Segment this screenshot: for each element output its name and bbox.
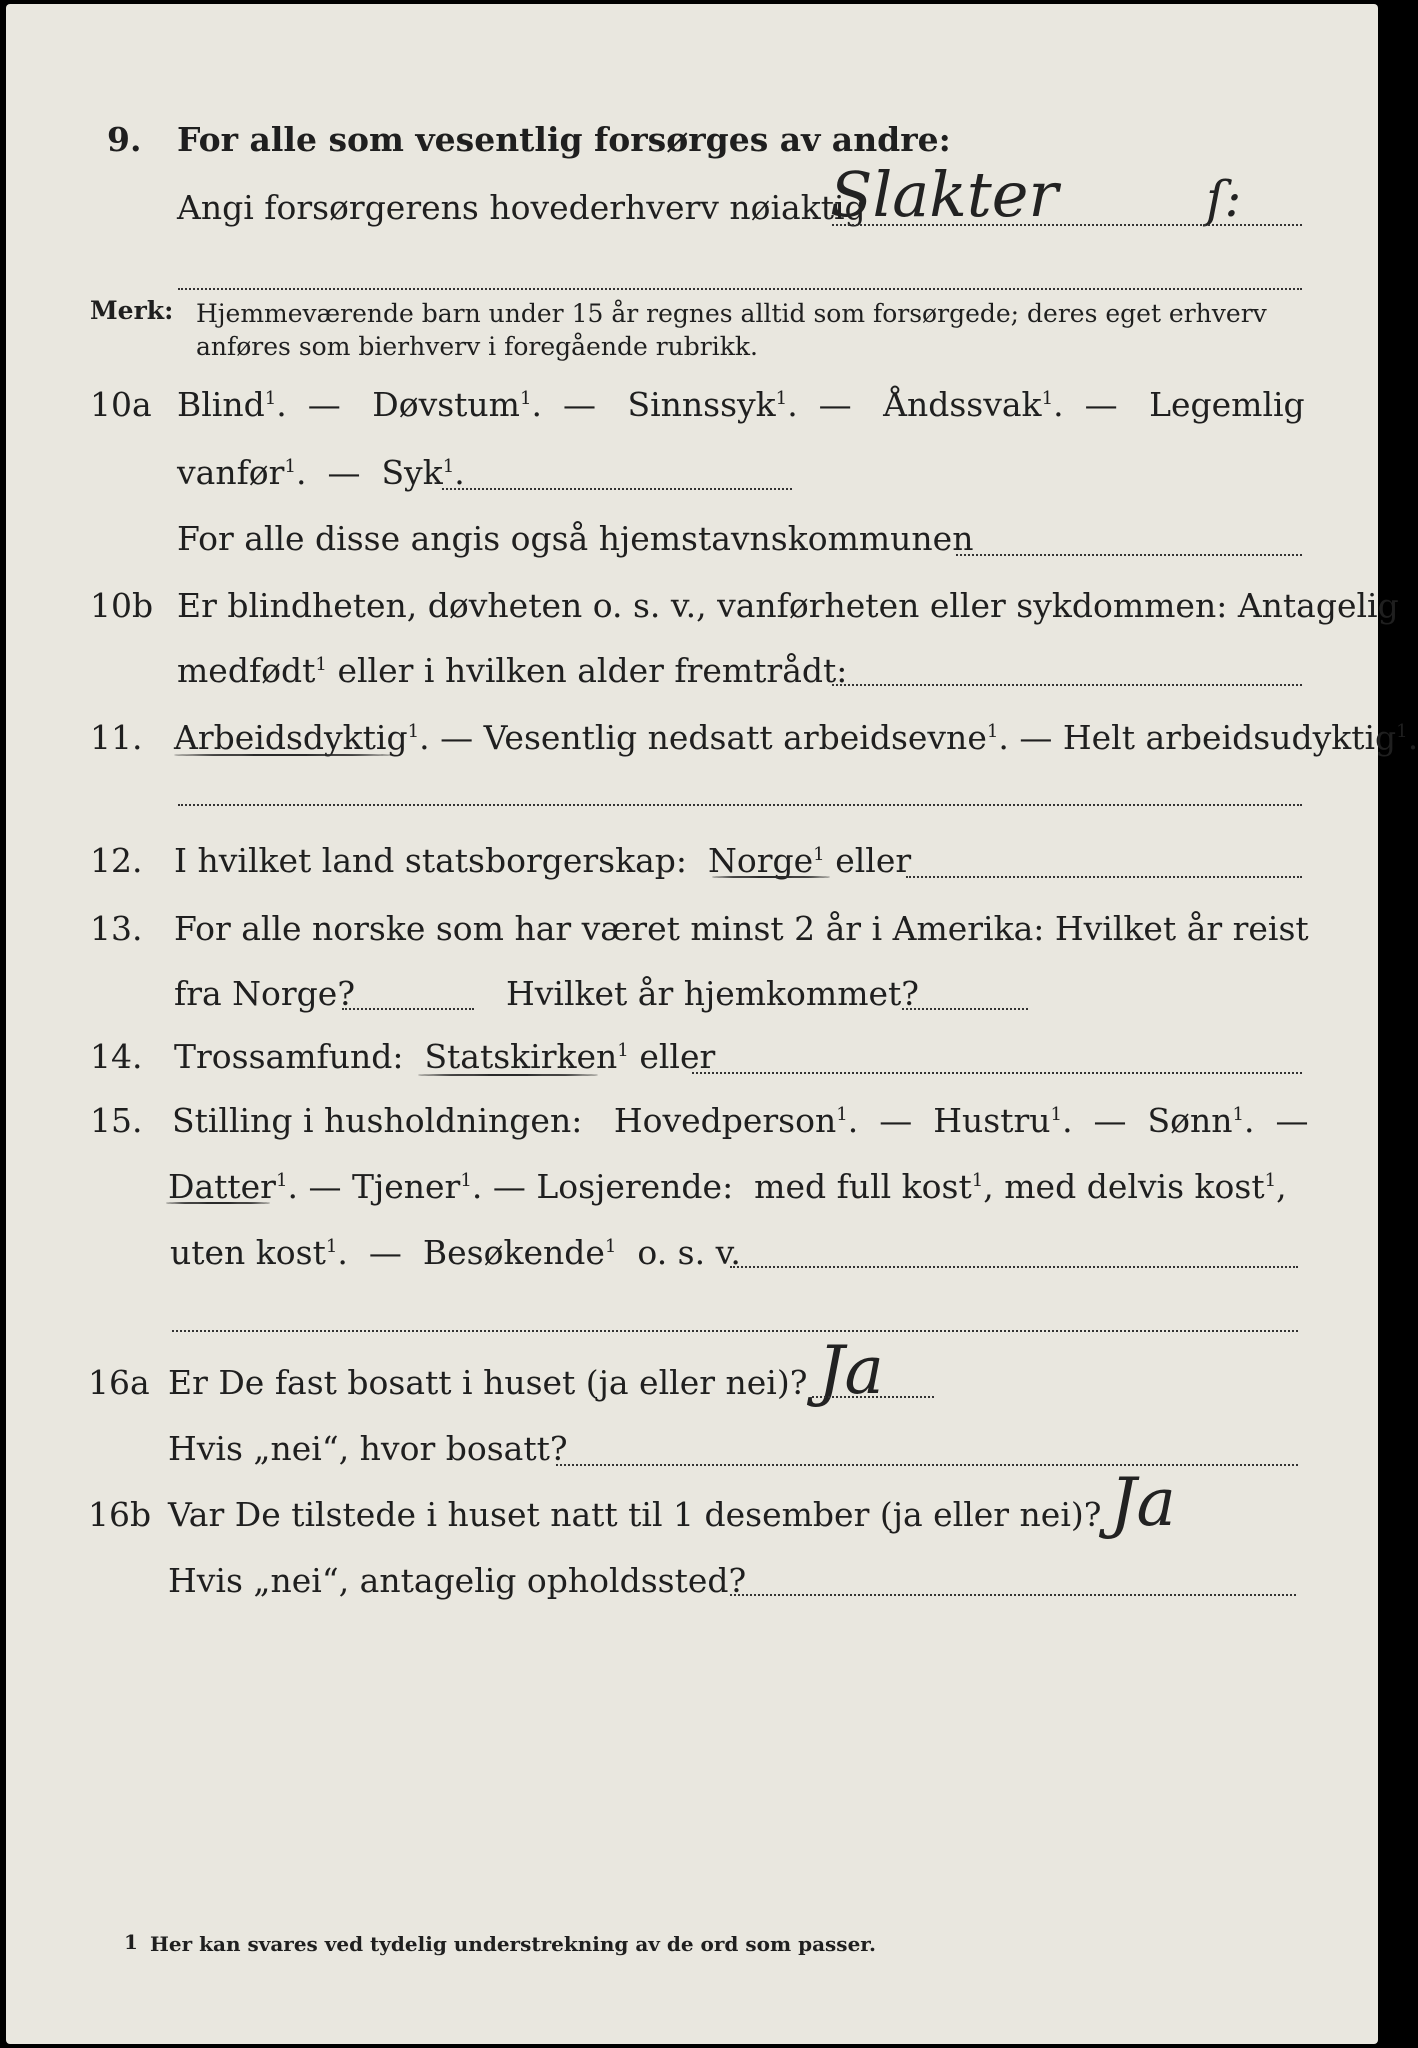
q12-eller: eller [835, 841, 912, 880]
q11-opt-udyktig: Helt arbeidsudyktig [1062, 718, 1397, 757]
q11-underline-arbeidsdyktig [174, 754, 392, 756]
q10a-hjemstavn-line [956, 554, 1302, 556]
q10a-opt-dovstum: Døvstum [372, 385, 520, 424]
q13-reist-line [342, 1008, 474, 1010]
q15-number: 15. [90, 1101, 143, 1140]
merk-line2: anføres som bierhverv i foregående rubrikk. [196, 332, 758, 361]
q12-number: 12. [90, 841, 143, 880]
q15-opt-fullkost: med full kost [754, 1167, 972, 1206]
q15-underline-datter [166, 1202, 270, 1204]
q15-opt-datter: Datter [168, 1167, 276, 1206]
q13-number: 13. [90, 909, 143, 948]
q16a-bosatt-line [556, 1464, 1298, 1466]
q16b-opholdssted-line [730, 1594, 1296, 1596]
q10a-opt-vanfor: vanfør [177, 453, 285, 492]
q9-extra-line [178, 288, 1302, 290]
q11-opt-arbeidsdyktig: Arbeidsdyktig [174, 718, 408, 757]
q11-line: Arbeidsdyktig$^1$. — Vesentlig nedsatt arbeidsevne$^1$. — Helt arbeidsudyktig$^1$. [174, 718, 1418, 757]
footnote-text: Her kan svares ved tydelig understrekning av de ord som passer. [150, 1932, 876, 1956]
q11-opt-nedsatt: Vesentlig nedsatt arbeidsevne [483, 718, 987, 757]
q9-line2: Angi forsørgerens hovederhverv nøiaktig [177, 188, 866, 227]
q12-underline-norge [712, 876, 830, 878]
q10b-line1: Er blindheten, døvheten o. s. v., vanførheten eller sykdommen: Antagelig [177, 586, 1399, 625]
q14-text: Trossamfund: [174, 1037, 404, 1076]
q9-handwritten-answer: Slakter [830, 158, 1059, 231]
q12-opt-norge: Norge [708, 841, 814, 880]
q10a-line2: vanfør$^1$. — Syk$^1$. [177, 453, 465, 492]
q12-answer-line [906, 876, 1302, 878]
footnote-mark: 1 [124, 1930, 138, 1954]
q14-answer-line [692, 1072, 1302, 1074]
q16b-line1: Var De tilstede i huset natt til 1 desember (ja eller nei)? [168, 1495, 1102, 1534]
q15-opt-delviskost: med delvis kost [1004, 1167, 1265, 1206]
q15-answer-line [730, 1266, 1298, 1268]
q10b-line2: medfødt$^1$ eller i hvilken alder fremtrådt: [177, 651, 848, 690]
q16b-handwritten-answer: Ja [1110, 1464, 1176, 1541]
q15-opt-sonn: Sønn [1147, 1101, 1233, 1140]
merk-label: Merk: [90, 296, 174, 325]
q15-opt-besokende: Besøkende [422, 1233, 605, 1272]
q12-line: I hvilket land statsborgerskap: Norge$^1$ eller [174, 841, 912, 880]
census-form-page [6, 4, 1418, 2044]
q14-number: 14. [90, 1037, 143, 1076]
q15-text: Stilling i husholdningen: [172, 1101, 583, 1140]
q10a-opt-sinnssyk: Sinnssyk [627, 385, 776, 424]
q10a-syk-line [442, 488, 792, 490]
q15-opt-hovedperson: Hovedperson [613, 1101, 837, 1140]
q10a-opt-andssvak: Åndssvak [883, 385, 1042, 424]
q10b-answer-line [832, 684, 1302, 686]
q16a-line2: Hvis „nei“, hvor bosatt? [168, 1429, 568, 1468]
q16a-handwritten-answer: Ja [818, 1332, 884, 1409]
q11-extra-line [178, 804, 1302, 806]
q15-opt-utenkost: uten kost [170, 1233, 326, 1272]
q15-losjerende: Losjerende: [536, 1167, 734, 1206]
q12-text: I hvilket land statsborgerskap: [174, 841, 688, 880]
q15-osv: o. s. v. [637, 1233, 741, 1272]
q10a-opt-legemlig: Legemlig [1149, 385, 1305, 424]
q10a-number: 10a [90, 385, 152, 424]
q13-line2b: Hvilket år hjemkommet? [506, 974, 919, 1013]
q16a-number: 16a [88, 1363, 150, 1402]
q9-answer-line [832, 224, 1302, 226]
q9-handwritten-mark: ſ: [1206, 170, 1242, 228]
q11-number: 11. [90, 718, 143, 757]
q10b-line2b: eller i hvilken alder fremtrådt: [337, 651, 848, 690]
q15-opt-tjener: Tjener [352, 1167, 461, 1206]
q16a-answer-line [812, 1396, 934, 1398]
q16a-line1: Er De fast bosatt i huset (ja eller nei)? [168, 1363, 808, 1402]
q15-opt-hustru: Hustru [933, 1101, 1051, 1140]
q13-hjemkommet-line [902, 1008, 1028, 1010]
q16b-line2: Hvis „nei“, antagelig opholdssted? [168, 1561, 747, 1600]
q13-line1: For alle norske som har været minst 2 år i Amerika: Hvilket år reist [174, 909, 1309, 948]
q9-number: 9. [107, 120, 142, 159]
q15-extra-line [172, 1330, 1298, 1332]
q10b-number: 10b [90, 586, 154, 625]
merk-line1: Hjemmeværende barn under 15 år regnes alltid som forsørgede; deres eget erhverv [196, 299, 1267, 328]
q14-underline-statskirken [418, 1074, 598, 1076]
q15-line1: Stilling i husholdningen: Hovedperson$^1$. — Hustru$^1$. — Sønn$^1$. — [172, 1101, 1309, 1140]
q14-line: Trossamfund: Statskirken$^1$ eller [174, 1037, 716, 1076]
q10a-opt-blind: Blind [177, 385, 265, 424]
q10a-line3: For alle disse angis også hjemstavnskommunen [177, 519, 974, 558]
q10b-opt-medfodt: medfødt [177, 651, 316, 690]
q14-eller: eller [639, 1037, 716, 1076]
q9-line1: For alle som vesentlig forsørges av andre: [177, 120, 951, 159]
q14-opt-statskirken: Statskirken [424, 1037, 618, 1076]
q13-line2a: fra Norge? [174, 974, 356, 1013]
q15-line2: Datter$^1$. — Tjener$^1$. — Losjerende: med full kost$^1$, med delvis kost$^1$, [168, 1167, 1287, 1206]
q15-line3: uten kost$^1$. — Besøkende$^1$ o. s. v. [170, 1233, 741, 1272]
q10a-opt-syk: Syk [381, 453, 443, 492]
q16b-number: 16b [88, 1495, 152, 1534]
q10a-line1: Blind$^1$. — Døvstum$^1$. — Sinnssyk$^1$. — Åndssvak$^1$. — Legemlig [177, 385, 1305, 424]
